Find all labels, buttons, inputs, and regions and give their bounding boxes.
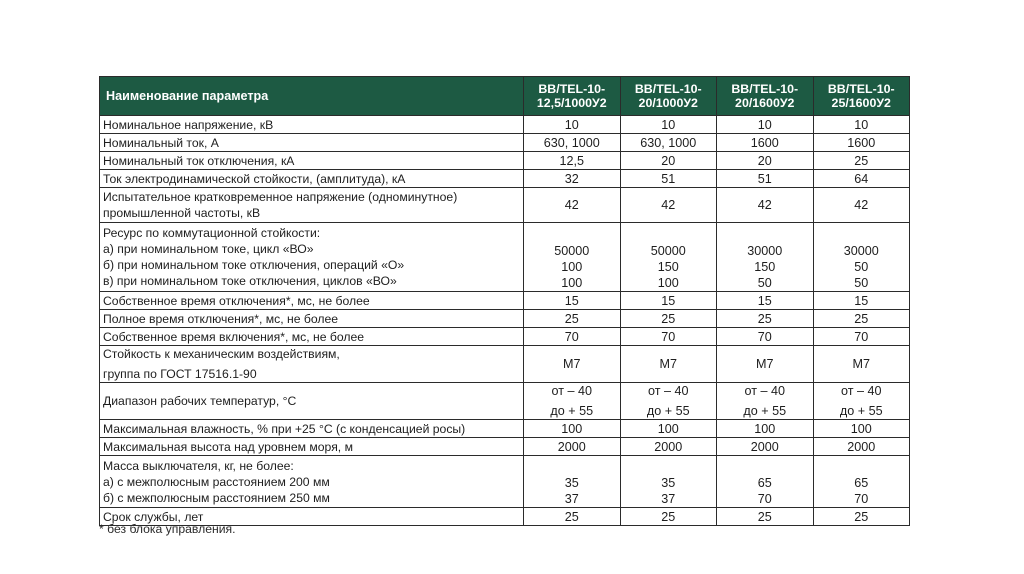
param-cell: [100, 456, 524, 508]
value-cell: [620, 134, 717, 152]
value-line: 35: [661, 476, 676, 490]
parameters-table: [99, 76, 910, 526]
value-line: 100: [561, 276, 583, 290]
table-row: [100, 438, 910, 456]
value-cell: [813, 152, 910, 170]
value-line: 64: [854, 171, 869, 186]
value-line: 2000: [654, 439, 683, 454]
value-line: 15: [854, 293, 869, 308]
value-line: 100: [561, 421, 583, 436]
table-row: [100, 152, 910, 170]
param-line: Максимальная высота над уровнем моря, м: [103, 439, 353, 454]
value-line: 70: [564, 329, 579, 344]
value-line: 35: [564, 476, 579, 490]
value-line: 70: [854, 492, 869, 506]
header-model-line: 20/1600У2: [735, 96, 795, 110]
value-cell: [620, 116, 717, 134]
param-line: в) при номинальном токе отключения, циклов «ВО»: [103, 274, 397, 288]
value-line: 51: [757, 171, 772, 186]
table-row: [100, 292, 910, 310]
value-cell: [524, 223, 621, 292]
value-line: от – 40: [744, 384, 785, 398]
value-cell: [717, 456, 814, 508]
value-line: 25: [757, 311, 772, 326]
value-line: 70: [757, 329, 772, 344]
param-line: Испытательное кратковременное напряжение (одноминутное): [103, 190, 458, 204]
param-line: Срок службы, лет: [103, 509, 204, 524]
value-cell: [717, 152, 814, 170]
value-line: от – 40: [647, 384, 689, 398]
value-cell: [813, 383, 910, 420]
value-line: 15: [757, 293, 772, 308]
value-cell: [524, 438, 621, 456]
value-cell: [620, 152, 717, 170]
param-cell: [100, 346, 524, 383]
value-line: 10: [564, 117, 579, 132]
value-line: 10: [757, 117, 772, 132]
header-model-line: ВВ/TEL-10-: [731, 82, 799, 96]
value-cell: [524, 456, 621, 508]
value-line: 42: [757, 198, 772, 212]
value-line: 630, 1000: [640, 135, 697, 150]
value-cell: [620, 383, 717, 420]
value-line: до + 55: [646, 404, 690, 418]
param-cell: [100, 310, 524, 328]
param-line: Собственное время включения*, мс, не более: [103, 329, 365, 344]
param-line: Полное время отключения*, мс, не более: [103, 311, 339, 326]
param-cell: [100, 328, 524, 346]
param-line: Масса выключателя, кг, не более:: [103, 458, 294, 473]
header-model-line: 20/1000У2: [638, 96, 698, 110]
value-line: 50: [757, 276, 772, 290]
table-row: [100, 188, 910, 223]
value-line: 20: [661, 153, 676, 168]
value-cell: [813, 223, 910, 292]
value-line: М7: [563, 357, 581, 371]
table-row: [100, 420, 910, 438]
header-model: [524, 77, 621, 116]
value-line: 42: [854, 198, 869, 212]
value-cell: [524, 170, 621, 188]
value-line: 65: [757, 476, 772, 490]
value-line: 42: [661, 198, 676, 212]
param-cell: [100, 188, 524, 223]
value-cell: [524, 152, 621, 170]
value-line: М7: [659, 357, 677, 371]
value-cell: [813, 310, 910, 328]
value-line: М7: [756, 357, 774, 371]
param-line: б) при номинальном токе отключения, операций «О»: [103, 258, 405, 272]
value-line: 2000: [847, 439, 876, 454]
value-line: 12,5: [559, 153, 584, 168]
value-cell: [717, 170, 814, 188]
value-cell: [524, 328, 621, 346]
value-line: 25: [854, 311, 869, 326]
value-cell: [524, 188, 621, 223]
value-cell: [813, 170, 910, 188]
param-line: Ресурс по коммутационной стойкости:: [103, 226, 321, 240]
table-row: [100, 456, 910, 508]
value-cell: [524, 508, 621, 526]
table-row: [100, 134, 910, 152]
value-line: 100: [754, 421, 776, 436]
value-cell: [620, 456, 717, 508]
value-line: 25: [564, 509, 579, 524]
value-line: от – 40: [551, 384, 592, 398]
value-cell: [717, 438, 814, 456]
value-cell: [813, 420, 910, 438]
value-line: 630, 1000: [543, 135, 600, 150]
value-line: 25: [854, 153, 869, 168]
value-cell: [717, 223, 814, 292]
value-cell: [620, 346, 717, 383]
value-line: 100: [657, 276, 679, 290]
table-row: [100, 346, 910, 383]
value-cell: [524, 292, 621, 310]
value-cell: [813, 456, 910, 508]
value-cell: [717, 346, 814, 383]
param-line: Ток электродинамической стойкости, (амплитуда), кА: [103, 171, 406, 186]
value-line: 2000: [557, 439, 586, 454]
param-line: Максимальная влажность, % при +25 °С (с конденсацией росы): [103, 421, 466, 436]
param-cell: [100, 134, 524, 152]
value-cell: [620, 508, 717, 526]
value-line: 50000: [650, 244, 686, 258]
value-cell: [717, 134, 814, 152]
value-line: 37: [564, 492, 579, 506]
value-line: 25: [757, 509, 772, 524]
value-line: 150: [657, 260, 679, 274]
value-line: 50: [854, 260, 869, 274]
value-cell: [717, 310, 814, 328]
param-line: Номинальный ток, А: [103, 135, 219, 150]
header-model-line: ВВ/TEL-10-: [538, 82, 606, 96]
param-cell: [100, 170, 524, 188]
value-line: 70: [854, 329, 869, 344]
param-cell: [100, 223, 524, 292]
table-row: [100, 223, 910, 292]
footnote: * без блока управления.: [99, 522, 236, 536]
value-cell: [620, 420, 717, 438]
value-line: 1600: [847, 135, 876, 150]
value-cell: [717, 420, 814, 438]
table-row: [100, 310, 910, 328]
value-line: 20: [757, 153, 772, 168]
value-cell: [620, 170, 717, 188]
param-line: Стойкость к механическим воздействиям,: [103, 347, 340, 361]
value-line: 100: [850, 421, 872, 436]
value-line: 25: [854, 509, 869, 524]
table-row: [100, 328, 910, 346]
value-cell: [717, 116, 814, 134]
value-cell: [524, 420, 621, 438]
value-line: 100: [657, 421, 679, 436]
value-cell: [813, 438, 910, 456]
value-line: 25: [661, 509, 676, 524]
table-header-row: [100, 77, 910, 116]
param-line: Номинальный ток отключения, кА: [103, 153, 295, 168]
value-cell: [813, 134, 910, 152]
param-line: б) с межполюсным расстоянием 250 мм: [103, 490, 330, 505]
value-line: 70: [661, 329, 676, 344]
value-line: 50000: [554, 244, 590, 258]
value-line: 2000: [750, 439, 779, 454]
value-cell: [717, 292, 814, 310]
header-model-line: ВВ/TEL-10-: [827, 82, 895, 96]
value-cell: [813, 116, 910, 134]
value-line: 65: [854, 476, 869, 490]
header-model: [813, 77, 910, 116]
value-cell: [813, 508, 910, 526]
value-line: 30000: [747, 244, 783, 258]
param-cell: [100, 116, 524, 134]
param-line: группа по ГОСТ 17516.1-90: [103, 367, 257, 381]
value-line: от – 40: [840, 384, 882, 398]
param-line: Номинальное напряжение, кВ: [103, 117, 274, 132]
value-line: 1600: [750, 135, 779, 150]
value-cell: [524, 383, 621, 420]
value-line: 51: [661, 171, 676, 186]
value-cell: [717, 188, 814, 223]
value-line: 10: [854, 117, 869, 132]
table-row: [100, 383, 910, 420]
value-cell: [524, 310, 621, 328]
value-line: 42: [564, 198, 579, 212]
value-line: до + 55: [743, 404, 787, 418]
param-line: а) при номинальном токе, цикл «ВО»: [103, 242, 314, 256]
header-model-line: 12,5/1000У2: [536, 96, 607, 110]
value-line: 10: [661, 117, 676, 132]
param-cell: [100, 438, 524, 456]
value-line: 15: [564, 293, 579, 308]
table-row: [100, 116, 910, 134]
value-cell: [620, 438, 717, 456]
header-model: [717, 77, 814, 116]
param-line: а) с межполюсным расстоянием 200 мм: [103, 474, 330, 489]
param-line: промышленной частоты, кВ: [103, 206, 261, 220]
param-cell: [100, 152, 524, 170]
value-cell: [620, 188, 717, 223]
value-cell: [620, 223, 717, 292]
value-cell: [813, 292, 910, 310]
param-line: Собственное время отключения*, мс, не более: [103, 293, 370, 308]
value-cell: [620, 310, 717, 328]
header-model: [620, 77, 717, 116]
table-row: [100, 170, 910, 188]
value-cell: [620, 328, 717, 346]
value-cell: [717, 383, 814, 420]
value-cell: [813, 188, 910, 223]
value-line: 70: [757, 492, 772, 506]
value-cell: [717, 508, 814, 526]
value-cell: [524, 116, 621, 134]
value-line: до + 55: [839, 404, 883, 418]
spec-sheet: [99, 76, 909, 526]
value-line: М7: [852, 357, 870, 371]
param-cell: [100, 292, 524, 310]
value-cell: [717, 328, 814, 346]
value-line: 30000: [843, 244, 879, 258]
value-line: 25: [564, 311, 579, 326]
header-param: Наименование параметра: [100, 77, 524, 116]
param-cell: [100, 383, 524, 420]
value-cell: [524, 134, 621, 152]
value-cell: [524, 346, 621, 383]
header-model-line: 25/1600У2: [831, 96, 891, 110]
value-line: 15: [661, 293, 676, 308]
param-line: Диапазон рабочих температур, °С: [103, 394, 297, 408]
value-line: 50: [854, 276, 869, 290]
value-line: 37: [661, 492, 676, 506]
value-cell: [813, 346, 910, 383]
header-model-line: ВВ/TEL-10-: [634, 82, 702, 96]
value-line: 100: [561, 260, 583, 274]
value-line: 150: [754, 260, 776, 274]
value-line: 25: [661, 311, 676, 326]
value-line: до + 55: [550, 404, 594, 418]
param-cell: [100, 420, 524, 438]
value-cell: [813, 328, 910, 346]
value-cell: [620, 292, 717, 310]
value-line: 32: [564, 171, 579, 186]
